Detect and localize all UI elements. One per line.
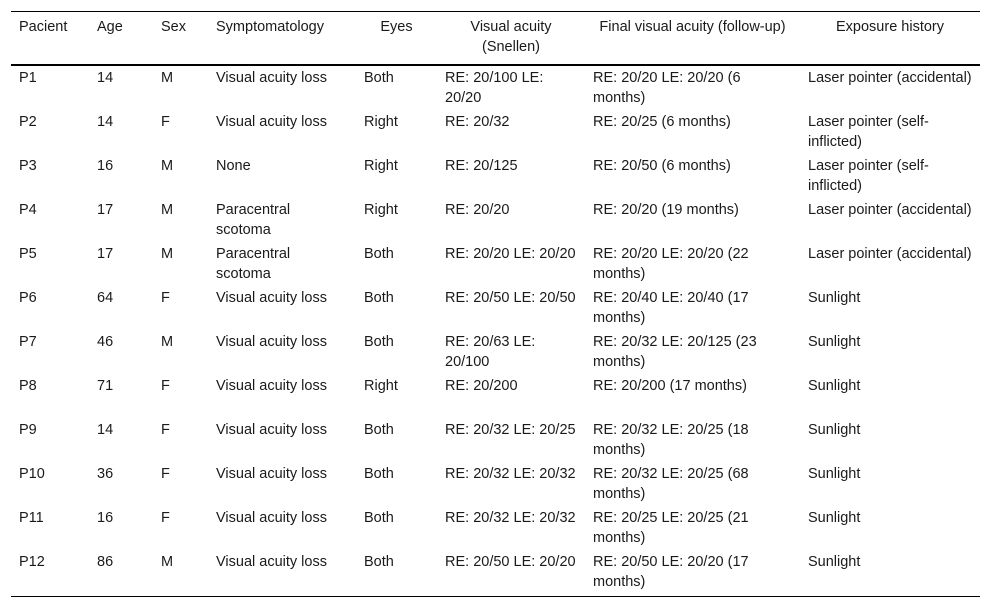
table-row [11,552,980,597]
table-body [11,65,980,597]
table-row [11,156,980,200]
cell-age: 17 [97,202,114,218]
cell-pacient: P7 [19,334,37,350]
cell-symptomatology: Visual acuity loss [216,466,327,482]
cell-visual-acuity: RE: 20/50 LE: 20/20 [445,554,576,570]
header-pacient: Pacient [19,19,68,35]
table-row [11,332,980,376]
cell-sex: F [161,290,170,306]
cell-symptomatology: Visual acuity loss [216,290,327,306]
cell-symptomatology: Visual acuity loss [216,70,327,86]
cell-visual-acuity: RE: 20/32 LE: 20/32 [445,466,576,482]
cell-eyes: Both [364,246,394,262]
cell-symptomatology: Paracentral scotoma [216,246,291,282]
cell-exposure-history: Sunlight [808,334,861,350]
cell-sex: F [161,114,170,130]
cell-sex: M [161,334,174,350]
patient-table [11,11,980,597]
header-final-visual-acuity: Final visual acuity (follow-up) [599,19,786,35]
cell-age: 64 [97,290,114,306]
cell-age: 46 [97,334,114,350]
cell-sex: F [161,510,170,526]
table-row [11,200,980,244]
header-exposure-history: Exposure history [836,19,944,35]
cell-final-visual-acuity: RE: 20/25 (6 months) [593,114,731,130]
cell-pacient: P6 [19,290,37,306]
cell-eyes: Both [364,554,394,570]
cell-eyes: Both [364,466,394,482]
cell-pacient: P5 [19,246,37,262]
cell-final-visual-acuity: RE: 20/200 (17 months) [593,378,747,394]
cell-age: 16 [97,158,114,174]
cell-pacient: P12 [19,554,45,570]
cell-symptomatology: Visual acuity loss [216,554,327,570]
cell-age: 14 [97,422,114,438]
cell-exposure-history: Sunlight [808,378,861,394]
cell-age: 16 [97,510,114,526]
table-row [11,464,980,508]
cell-visual-acuity: RE: 20/63 LE: 20/100 [445,334,536,370]
cell-exposure-history: Sunlight [808,422,861,438]
cell-final-visual-acuity: RE: 20/20 (19 months) [593,202,739,218]
cell-pacient: P3 [19,158,37,174]
header-row [11,12,980,66]
cell-final-visual-acuity: RE: 20/50 LE: 20/20 (17 months) [593,554,749,590]
cell-age: 86 [97,554,114,570]
cell-symptomatology: Paracentral scotoma [216,202,291,238]
cell-final-visual-acuity: RE: 20/32 LE: 20/25 (68 months) [593,466,749,502]
cell-sex: M [161,158,174,174]
cell-final-visual-acuity: RE: 20/50 (6 months) [593,158,731,174]
cell-pacient: P9 [19,422,37,438]
cell-final-visual-acuity: RE: 20/20 LE: 20/20 (6 months) [593,70,741,106]
cell-pacient: P2 [19,114,37,130]
header-visual-acuity: Visual acuity (Snellen) [470,19,552,55]
cell-sex: M [161,554,174,570]
cell-exposure-history: Laser pointer (accidental) [808,246,972,262]
cell-visual-acuity: RE: 20/32 LE: 20/25 [445,422,576,438]
cell-eyes: Both [364,510,394,526]
cell-sex: M [161,246,174,262]
cell-final-visual-acuity: RE: 20/20 LE: 20/20 (22 months) [593,246,749,282]
cell-visual-acuity: RE: 20/32 [445,114,510,130]
cell-visual-acuity: RE: 20/20 LE: 20/20 [445,246,576,262]
table-row [11,420,980,464]
table-row [11,376,980,420]
table-header [11,12,980,66]
cell-eyes: Right [364,114,398,130]
cell-visual-acuity: RE: 20/50 LE: 20/50 [445,290,576,306]
cell-pacient: P11 [19,510,44,526]
header-age: Age [97,19,123,35]
header-symptomatology: Symptomatology [216,19,324,35]
cell-age: 17 [97,246,114,262]
cell-sex: F [161,378,170,394]
cell-age: 71 [97,378,114,394]
cell-pacient: P4 [19,202,37,218]
cell-pacient: P8 [19,378,37,394]
cell-sex: M [161,202,174,218]
cell-sex: F [161,422,170,438]
cell-sex: F [161,466,170,482]
cell-eyes: Both [364,422,394,438]
cell-visual-acuity: RE: 20/100 LE: 20/20 [445,70,544,106]
table-row [11,288,980,332]
cell-eyes: Right [364,202,398,218]
cell-eyes: Right [364,158,398,174]
cell-symptomatology: None [216,158,251,174]
cell-exposure-history: Sunlight [808,554,861,570]
cell-visual-acuity: RE: 20/125 [445,158,518,174]
cell-exposure-history: Laser pointer (self-inflicted) [808,114,929,150]
header-sex: Sex [161,19,186,35]
cell-exposure-history: Laser pointer (accidental) [808,202,972,218]
cell-final-visual-acuity: RE: 20/25 LE: 20/25 (21 months) [593,510,749,546]
cell-symptomatology: Visual acuity loss [216,378,327,394]
cell-symptomatology: Visual acuity loss [216,422,327,438]
cell-exposure-history: Sunlight [808,510,861,526]
cell-sex: M [161,70,174,86]
cell-exposure-history: Laser pointer (self-inflicted) [808,158,929,194]
cell-exposure-history: Sunlight [808,290,861,306]
cell-final-visual-acuity: RE: 20/32 LE: 20/125 (23 months) [593,334,757,370]
cell-eyes: Both [364,290,394,306]
table-row [11,112,980,156]
cell-final-visual-acuity: RE: 20/32 LE: 20/25 (18 months) [593,422,749,458]
cell-symptomatology: Visual acuity loss [216,334,327,350]
table-row [11,65,980,112]
table-row [11,244,980,288]
cell-eyes: Both [364,70,394,86]
cell-age: 14 [97,114,114,130]
cell-symptomatology: Visual acuity loss [216,114,327,130]
cell-final-visual-acuity: RE: 20/40 LE: 20/40 (17 months) [593,290,749,326]
cell-visual-acuity: RE: 20/32 LE: 20/32 [445,510,576,526]
cell-visual-acuity: RE: 20/200 [445,378,518,394]
cell-pacient: P1 [19,70,37,86]
cell-pacient: P10 [19,466,45,482]
cell-symptomatology: Visual acuity loss [216,510,327,526]
table-row [11,508,980,552]
header-eyes: Eyes [380,19,413,35]
cell-age: 14 [97,70,114,86]
cell-age: 36 [97,466,114,482]
cell-eyes: Right [364,378,398,394]
cell-visual-acuity: RE: 20/20 [445,202,510,218]
cell-eyes: Both [364,334,394,350]
patient-table-container [11,11,980,597]
cell-exposure-history: Sunlight [808,466,861,482]
cell-exposure-history: Laser pointer (accidental) [808,70,972,86]
